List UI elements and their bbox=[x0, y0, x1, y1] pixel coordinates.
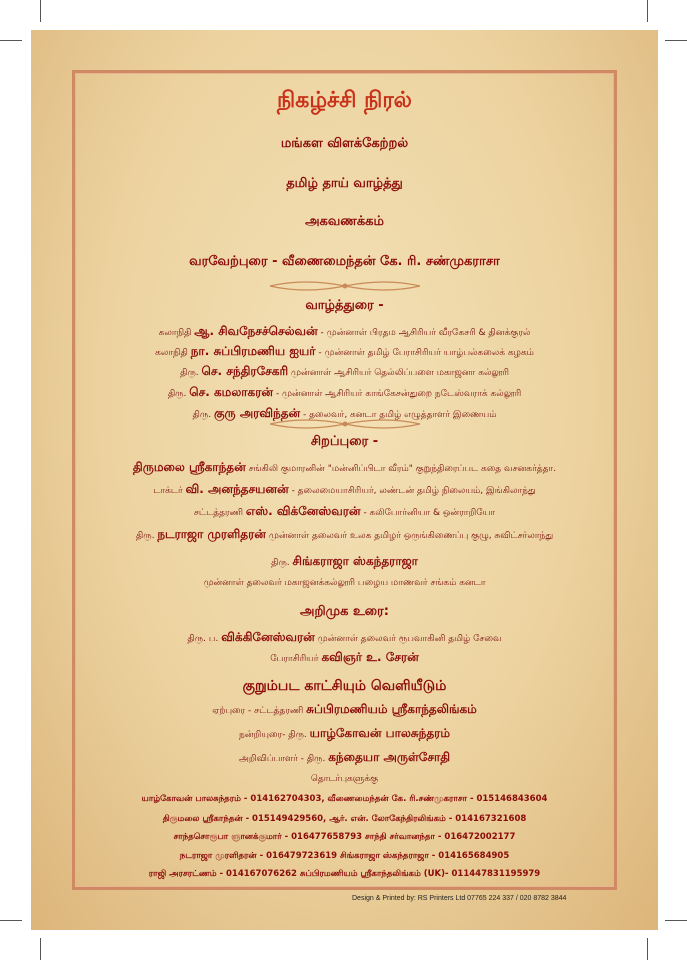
special-name: எஸ். விக்னேஸ்வரன் bbox=[245, 504, 361, 518]
intro-row bbox=[75, 630, 614, 646]
special-row bbox=[75, 504, 614, 520]
crop-mark bbox=[647, 938, 648, 960]
intro-prefix: திரு. ப. bbox=[187, 634, 219, 644]
intro-row bbox=[75, 650, 614, 666]
special-desc: முன்னாள் தலைவர் உலக தமிழர் ஒருங்கிணைப்பு குழு, சுவிட்சர்லாந்து bbox=[268, 531, 554, 541]
special-name: சிங்கராஜா ஸ்கந்தராஜா bbox=[292, 554, 418, 568]
crop-mark bbox=[40, 0, 41, 22]
page-frame bbox=[72, 70, 617, 890]
greeting-prefix: திரு. bbox=[192, 410, 212, 420]
greeting-desc: - முன்னாள் பிரதம ஆசிரியர் வீரகேசரி & தினக்குரல் bbox=[320, 328, 531, 338]
special-desc: - தலைமையாசிரியர், லண்டன் தமிழ் நிலையம், இங்கிலாந்து bbox=[291, 486, 536, 496]
contact-line: யாழ்கோவன் பாலசுந்தரம் - 014162704303, வீணைமைந்தன் கே. ரி.சண்முகராசா - 015146843604 bbox=[141, 794, 548, 804]
launch-prefix: அறிவிப்பாளர் - திரு. bbox=[238, 754, 326, 764]
greeting-prefix: கலாநிதி bbox=[158, 328, 192, 338]
launch-prefix: நன்றியுரை- திரு. bbox=[238, 730, 307, 740]
special-row bbox=[75, 527, 614, 543]
greeting-row bbox=[75, 344, 614, 360]
crop-mark bbox=[0, 920, 22, 921]
greeting-desc: முன்னாள் ஆசிரியர் தெல்லிப்பளை மகாஜனா கல்லூரி bbox=[290, 368, 509, 378]
contacts-heading: தொடர்புகளுக்கு bbox=[310, 774, 379, 784]
greetings-heading: வாழ்த்துரை - bbox=[305, 298, 384, 313]
launch-row bbox=[75, 750, 614, 766]
greeting-prefix: திரு. bbox=[180, 368, 199, 378]
greeting-name: செ. கமலாகரன் bbox=[189, 385, 274, 399]
crop-mark bbox=[665, 920, 687, 921]
special-name: வி. அனந்தசயனன் bbox=[185, 482, 289, 496]
special-note: முன்னாள் தலைவர் மகாஜனக்கல்லூரி பழைய மாணவர் சங்கம் கனடா bbox=[203, 578, 486, 588]
intro-name: கவிஞர் உ. சேரன் bbox=[321, 650, 419, 664]
greeting-name: நா. சுப்பிரமணிய ஐயர் bbox=[190, 344, 316, 358]
greeting-name: குரு அரவிந்தன் bbox=[213, 406, 301, 420]
opening-item-2: தமிழ் தாய் வாழ்த்து bbox=[286, 176, 403, 191]
special-desc: சங்கிலி குமாரனின் "மன்னிப்பிடா வீரம்" குறுந்திரைப்பட கதை வசனகர்த்தா. bbox=[248, 464, 557, 474]
special-row bbox=[75, 482, 614, 498]
ornament-divider bbox=[75, 278, 614, 294]
welcome-label: வரவேற்புரை - bbox=[189, 254, 278, 269]
opening-item-3: அகவணக்கம் bbox=[305, 214, 384, 229]
greeting-name: ஆ. சிவநேசச்செல்வன் bbox=[194, 324, 318, 338]
contact-line: சாந்தசொரூபா ஞானக்குமார் - 016477658793 சாந்தி சர்வானந்தா - 016472002177 bbox=[173, 832, 516, 842]
contact-line: திருமலை ஸ்ரீகாந்தன் - 015149429560, ஆர். என். லோகேந்திரலிங்கம் - 014167321608 bbox=[162, 814, 527, 824]
greeting-prefix: திரு. bbox=[167, 389, 187, 399]
launch-name: கந்தையா அருள்சோதி bbox=[328, 750, 451, 764]
welcome-speaker: வீணைமைந்தன் கே. ரி. சண்முகராசா bbox=[282, 254, 500, 269]
ornament-divider bbox=[75, 416, 614, 432]
special-prefix: திரு. bbox=[135, 531, 155, 541]
launch-name: சுப்பிரமணியம் ஸ்ரீகாந்தலிங்கம் bbox=[306, 702, 477, 716]
special-row bbox=[75, 554, 614, 570]
intro-prefix: பேராசிரியர் bbox=[270, 654, 319, 664]
page-title: நிகழ்ச்சி நிரல் bbox=[277, 88, 412, 113]
intro-heading: அறிமுக உரை: bbox=[300, 604, 389, 619]
greeting-desc: - முன்னாள் ஆசிரியர் காங்கேசன்துறை நடேஸ்வராக் கல்லூரி bbox=[275, 389, 522, 399]
special-name: திருமலை ஸ்ரீகாந்தன் bbox=[132, 460, 246, 474]
contact-line: நடராஜா முரளிதரன் - 016479723619 சிங்கராஜா ஸ்கந்தராஜா - 014165684905 bbox=[179, 851, 510, 861]
special-row bbox=[75, 460, 614, 476]
intro-name: விக்கினேஸ்வரன் bbox=[221, 630, 315, 644]
special-desc: - கலிபோர்னியா & ஒன்ராறியோ bbox=[363, 508, 496, 518]
launch-name: யாழ்கோவன் பாலசுந்தரம் bbox=[309, 726, 451, 740]
special-prefix: சட்டத்தரணி bbox=[193, 508, 243, 518]
greeting-prefix: கலாநிதி bbox=[155, 348, 188, 358]
special-prefix: திரு. bbox=[271, 558, 290, 568]
intro-desc: முன்னாள் தலைவர் ரூபவாகினி தமிழ் சேவை bbox=[317, 634, 502, 644]
greeting-desc: - தலைவர், கனடா தமிழ் எழுத்தாளர் இணையம் bbox=[303, 410, 497, 420]
crop-mark bbox=[647, 0, 648, 22]
printer-credit: Design & Printed by: RS Printers Ltd 07765 224 337 / 020 8782 3844 bbox=[352, 895, 567, 902]
launch-row bbox=[75, 726, 614, 742]
greeting-row bbox=[75, 324, 614, 340]
special-name: நடராஜா முரளிதரன் bbox=[157, 527, 266, 541]
contact-line: ராஜி அரசரட்ணம் - 014167076262 சுப்பிரமணியம் ஸ்ரீகாந்தலிங்கம் (UK)- 011447831195979 bbox=[148, 869, 541, 879]
ornament-divider bbox=[75, 396, 614, 412]
special-prefix: டாக்டர் bbox=[153, 486, 183, 496]
opening-item-1: மங்கள விளக்கேற்றல் bbox=[280, 136, 409, 151]
greeting-row bbox=[75, 364, 614, 380]
launch-heading: குறும்பட காட்சியும் வெளியீடும் bbox=[242, 678, 447, 694]
special-heading: சிறப்புரை - bbox=[310, 434, 379, 449]
crop-mark bbox=[0, 40, 22, 41]
launch-row bbox=[75, 702, 614, 718]
launch-prefix: ஏற்புரை - சட்டத்தரணி bbox=[212, 706, 304, 716]
crop-mark bbox=[665, 40, 687, 41]
greeting-desc: - முன்னாள் தமிழ் பேராசிரியர் யாழ்பல்கலைக் கழகம் bbox=[318, 348, 534, 358]
greeting-name: செ. சந்திரசேகரி bbox=[201, 364, 289, 378]
welcome-line bbox=[75, 254, 614, 270]
crop-mark bbox=[40, 938, 41, 960]
